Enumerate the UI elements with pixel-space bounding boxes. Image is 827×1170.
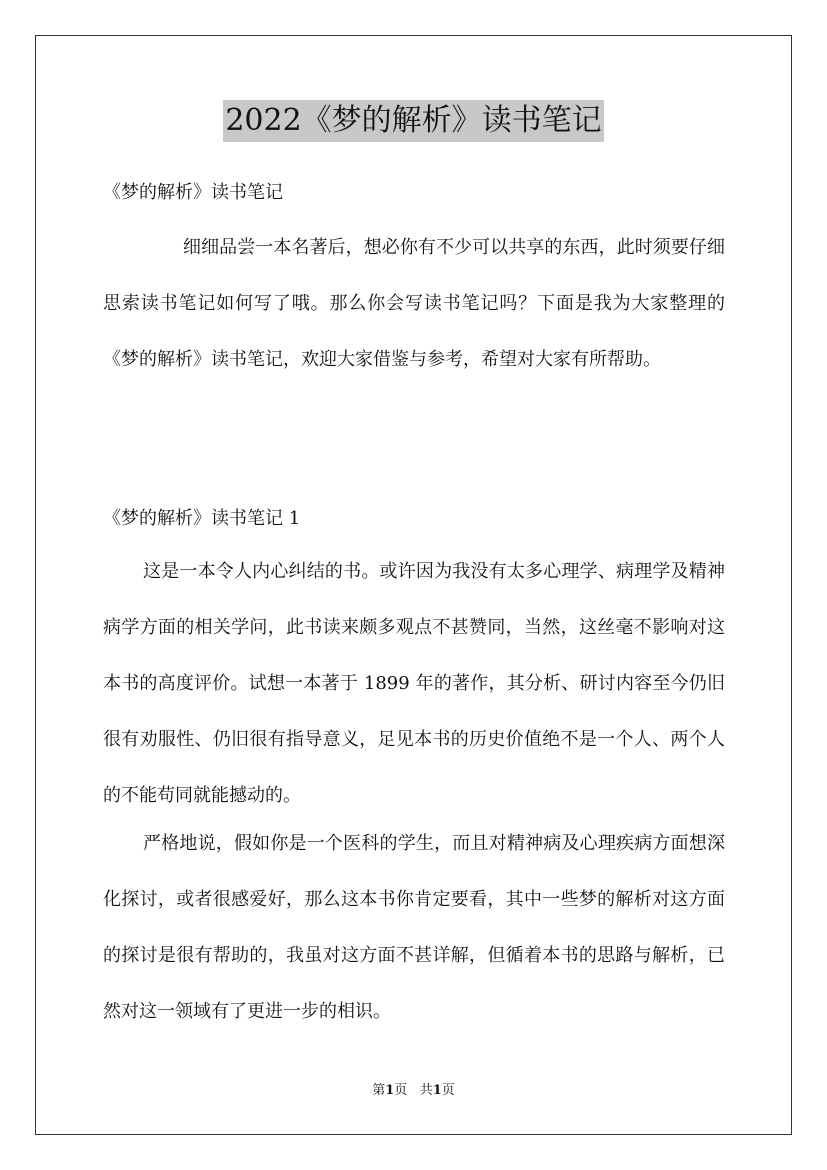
document-subtitle: 《梦的解析》读书笔记 — [103, 182, 283, 203]
page-label-suffix: 页 — [394, 1083, 408, 1098]
document-title: 2022《梦的解析》读书笔记 — [223, 100, 603, 142]
total-label-suffix: 页 — [441, 1083, 455, 1098]
intro-paragraph: 细细品尝一本名著后，想必你有不少可以共享的东西，此时须要仔细思索读书笔记如何写了哦。那么你会写读书笔记吗？下面是我为大家整理的《梦的解析》读书笔记，欢迎大家借鉴与参考，希望对大家有所帮助。 — [103, 237, 725, 370]
body-paragraph-1: 这是一本令人内心纠结的书。或许因为我没有太多心理学、病理学及精神病学方面的相关学问，此书读来颇多观点不甚赞同，当然，这丝毫不影响对这本书的高度评价。试想一本著于 1899 年的著作，其分析、研讨内容至今仍旧很有劝服性、仍旧很有指导意义，足见本书的历史价值绝不是一个人、两个人的不能苟同就能撼动的。 — [103, 561, 725, 806]
page-number: 1 — [385, 1083, 395, 1098]
page-label-prefix: 第 — [372, 1083, 386, 1098]
total-pages: 1 — [432, 1083, 442, 1098]
total-label-prefix: 共 — [419, 1083, 433, 1098]
page-footer — [0, 1082, 827, 1100]
section-heading: 《梦的解析》读书笔记 1 — [103, 508, 301, 529]
title-container — [0, 100, 827, 142]
body-paragraph-2: 严格地说，假如你是一个医科的学生，而且对精神病及心理疾病方面想深化探讨，或者很感爱好，那么这本书你肯定要看，其中一些梦的解析对这方面的探讨是很有帮助的，我虽对这方面不甚详解，但循着本书的思路与解析，已然对这一领域有了更进一步的相识。 — [103, 833, 725, 1022]
